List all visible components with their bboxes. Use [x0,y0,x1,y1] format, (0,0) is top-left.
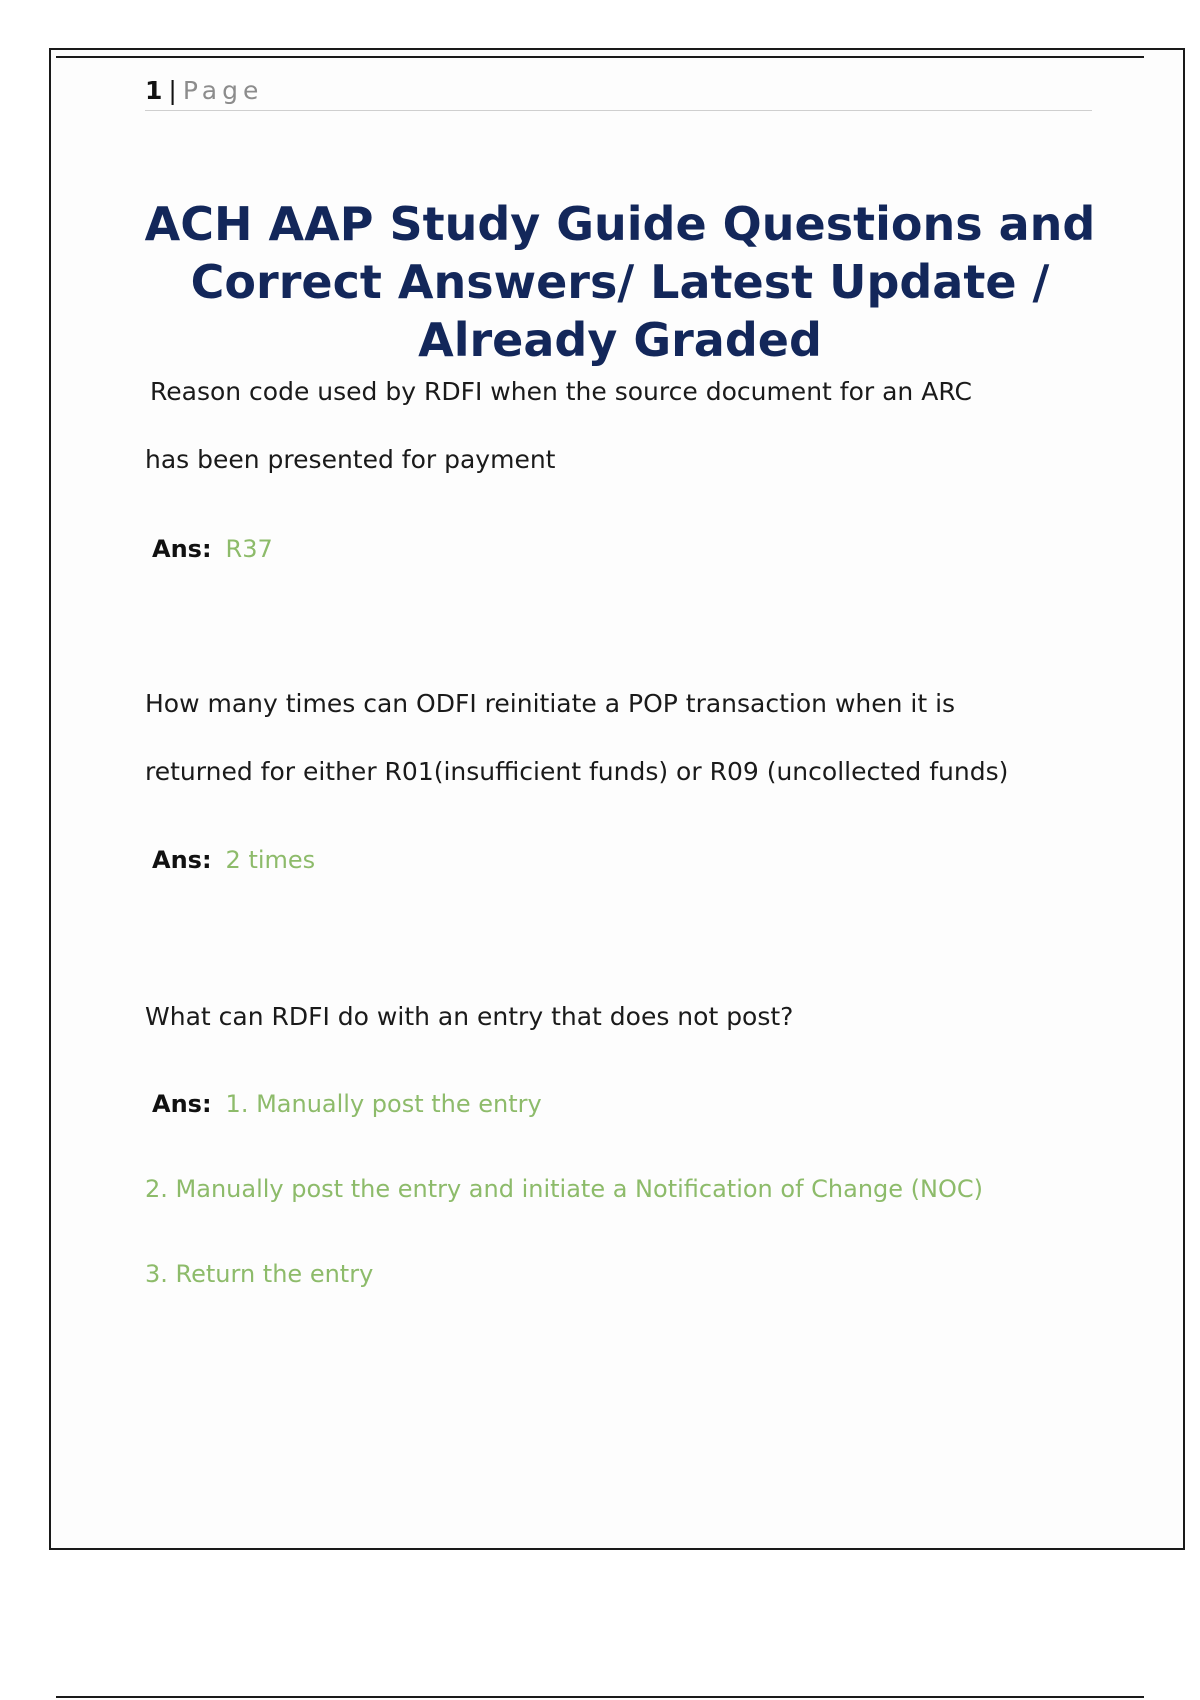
answer-1-value: R37 [225,535,273,563]
question-2-line-1: How many times can ODFI reinitiate a POP transaction when it is [145,689,956,718]
page-header [145,74,1092,111]
answer-1 [152,532,273,566]
answer-label: Ans: [152,535,212,563]
bottom-rule [56,1696,1144,1698]
answer-2 [152,843,315,877]
question-1-line-1: Reason code used by RDFI when the source document for an ARC [150,377,972,406]
answer-3-option-2: 2. Manually post the entry and initiate a Notification of Change (NOC) [145,1175,983,1203]
answer-2-value: 2 times [225,846,316,874]
answer-label: Ans: [152,846,212,874]
answer-3 [152,1087,542,1121]
question-2-line-2: returned for either R01(insufficient funds) or R09 (uncollected funds) [145,757,1009,786]
page-word: Page [182,76,264,105]
page-number: 1 [145,76,163,105]
document-title: ACH AAP Study Guide Questions and Correct Answers/ Latest Update / Already Graded [144,197,1096,367]
top-rule [56,56,1144,58]
page-separator: | [168,76,177,105]
answer-3-option-3: 3. Return the entry [145,1260,374,1288]
question-1-line-2: has been presented for payment [145,445,556,474]
answer-label: Ans: [152,1090,212,1118]
answer-3-value: 1. Manually post the entry [225,1090,542,1118]
question-3-line-1: What can RDFI do with an entry that does not post? [145,1002,794,1031]
